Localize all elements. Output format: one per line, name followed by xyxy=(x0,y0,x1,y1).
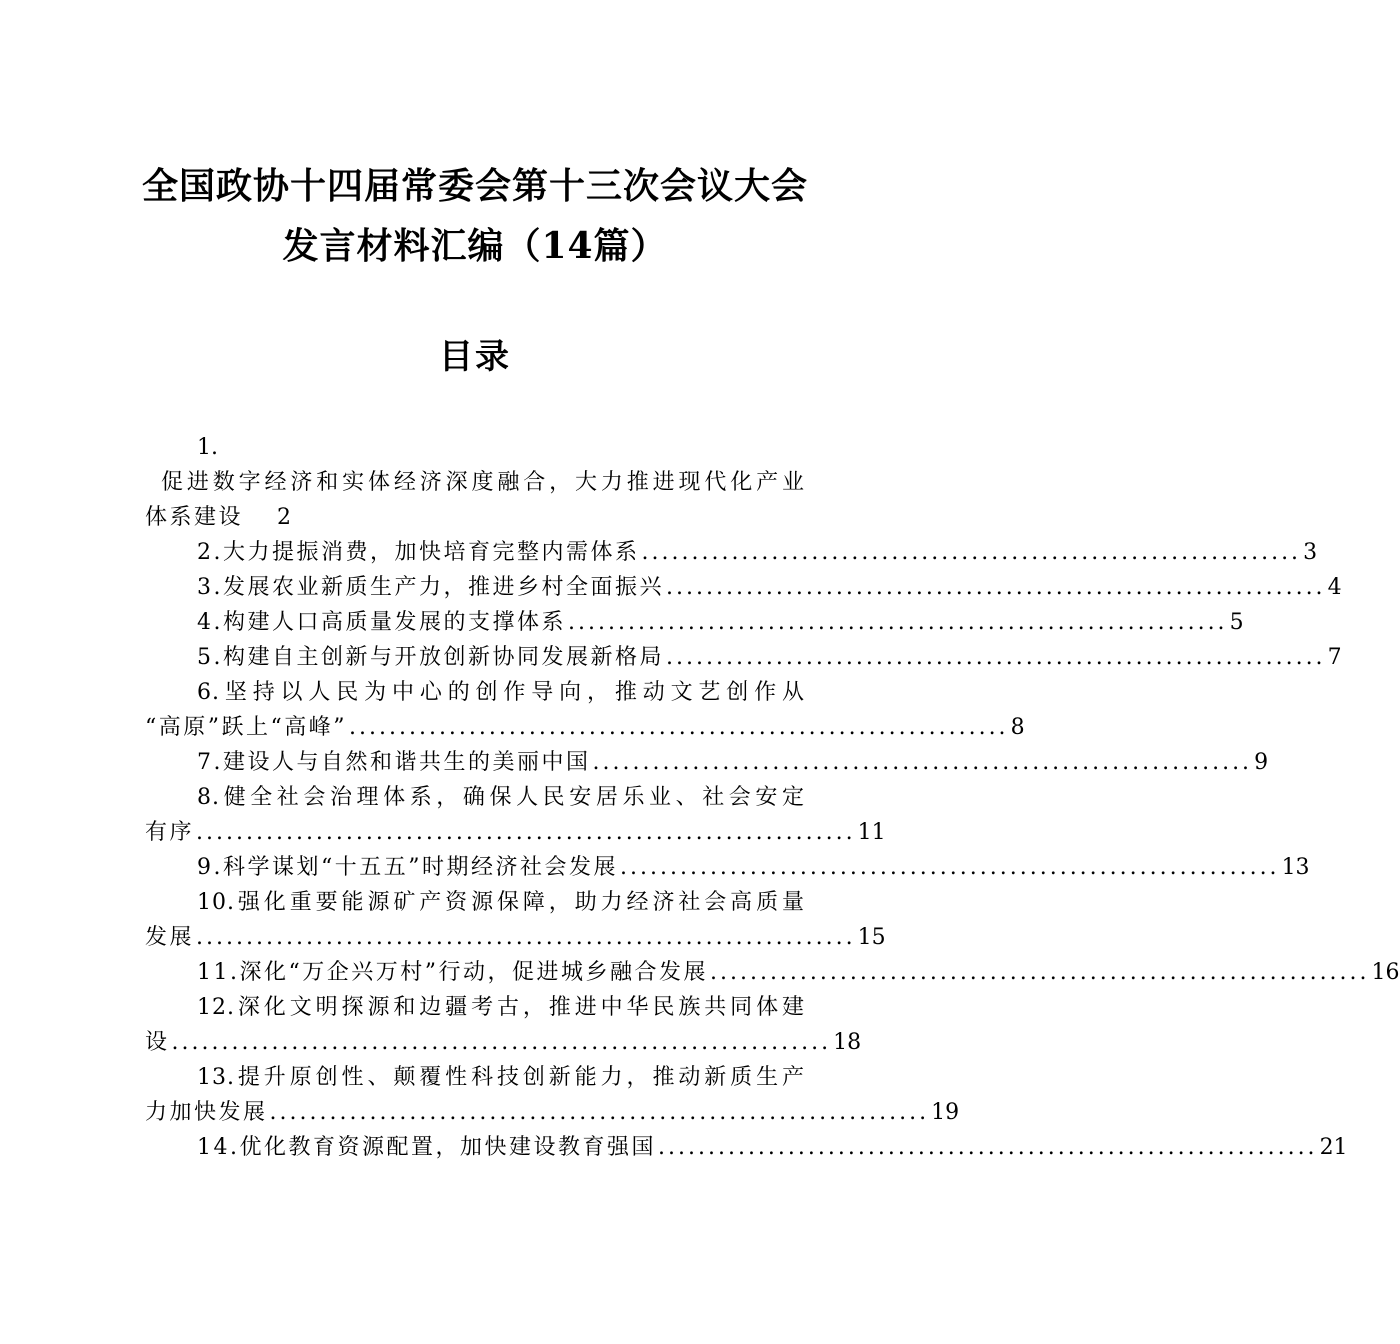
toc-item-number: 1. xyxy=(197,435,218,460)
toc-leader-dots: .................................................................. xyxy=(666,575,1326,600)
toc-item-page: 11 xyxy=(857,820,886,845)
toc-item-4[interactable] xyxy=(145,605,1244,640)
toc-item-9[interactable] xyxy=(145,850,1310,885)
toc-item-page: 5 xyxy=(1229,610,1244,635)
toc-item-8-line-1[interactable]: 8.健全社会治理体系，确保人民安居乐业、社会安定 xyxy=(197,785,805,810)
toc-item-text: 11.深化“万企兴万村”行动，促进城乡融合发展 xyxy=(197,960,708,985)
toc-item-page: 7 xyxy=(1327,645,1342,670)
toc-item-text: 2.大力提振消费，加快培育完整内需体系 xyxy=(197,540,640,565)
toc-item-3[interactable] xyxy=(145,570,1342,605)
toc-item-14[interactable] xyxy=(145,1130,1348,1165)
toc-item-10-line-1[interactable]: 10.强化重要能源矿产资源保障，助力经济社会高质量 xyxy=(197,890,805,915)
toc-item-text: 有序 xyxy=(145,820,195,845)
toc-item-10-line-2[interactable] xyxy=(145,920,886,955)
toc-item-text: 体系建设 xyxy=(145,505,244,530)
toc-item-1-line-2[interactable] xyxy=(145,500,805,535)
toc-item-page: 8 xyxy=(1010,715,1025,740)
toc-leader-dots: .................................................................. xyxy=(196,925,856,950)
toc-item-5[interactable] xyxy=(145,640,1342,675)
toc-item-1-number[interactable] xyxy=(145,430,805,465)
toc-item-11[interactable] xyxy=(145,955,1400,990)
toc-item-12-line-2[interactable] xyxy=(145,1025,862,1060)
toc-item-page: 18 xyxy=(833,1030,862,1055)
toc-item-page: 4 xyxy=(1327,575,1342,600)
toc-item-7[interactable] xyxy=(145,745,1269,780)
toc-item-text: 14.优化教育资源配置，加快建设教育强国 xyxy=(197,1135,656,1160)
toc-item-12-line-1[interactable]: 12.深化文明探源和边疆考古，推进中华民族共同体建 xyxy=(197,995,805,1020)
toc-item-13-line-1[interactable]: 13.提升原创性、颠覆性科技创新能力，推动新质生产 xyxy=(197,1065,805,1090)
toc-item-text: 力加快发展 xyxy=(145,1100,268,1125)
toc-item-text: 9.科学谋划“十五五”时期经济社会发展 xyxy=(197,855,618,880)
toc-item-6-line-1[interactable]: 6.坚持以人民为中心的创作导向，推动文艺创作从 xyxy=(197,680,805,705)
toc-item-page: 2 xyxy=(277,505,292,530)
toc-item-text: 7.建设人与自然和谐共生的美丽中国 xyxy=(197,750,591,775)
document-title-line-1: 全国政协十四届常委会第十三次会议大会 xyxy=(141,165,808,207)
toc-item-13-line-2[interactable] xyxy=(145,1095,960,1130)
toc-leader-dots: .................................................................. xyxy=(171,1030,832,1055)
toc-item-text: 3.发展农业新质生产力，推进乡村全面振兴 xyxy=(197,575,664,600)
toc-item-page: 3 xyxy=(1303,540,1318,565)
toc-item-page: 21 xyxy=(1319,1135,1348,1160)
toc-item-text: 4.构建人口高质量发展的支撑体系 xyxy=(197,610,566,635)
toc-item-text: 发展 xyxy=(145,925,195,950)
toc-item-page: 13 xyxy=(1281,855,1310,880)
toc-leader-dots: .................................................................. xyxy=(349,715,1009,740)
document-title-line-2: 发言材料汇编（14篇） xyxy=(282,225,668,267)
toc-item-text: 设 xyxy=(145,1030,170,1055)
toc-leader-dots: .................................................................. xyxy=(269,1100,930,1125)
toc-item-2[interactable] xyxy=(145,535,1318,570)
toc-leader-dots: .................................................................. xyxy=(709,960,1370,985)
toc-item-page: 15 xyxy=(857,925,886,950)
toc-item-text: 5.构建自主创新与开放创新协同发展新格局 xyxy=(197,645,664,670)
toc-leader-dots: .................................................................. xyxy=(658,1135,1318,1160)
toc-item-page: 19 xyxy=(931,1100,960,1125)
toc-item-1-line-1[interactable]: 促进数字经济和实体经济深度融合，大力推进现代化产业 xyxy=(161,470,805,495)
toc-leader-dots: .................................................................. xyxy=(666,645,1326,670)
toc-leader-dots: .................................................................. xyxy=(568,610,1228,635)
toc-leader-dots: .................................................................. xyxy=(641,540,1302,565)
toc-item-6-line-2[interactable] xyxy=(145,710,1025,745)
toc-item-8-line-2[interactable] xyxy=(145,815,886,850)
toc-item-page: 9 xyxy=(1254,750,1269,775)
toc-item-text: “高原”跃上“高峰” xyxy=(145,715,347,740)
toc-leader-dots: .................................................................. xyxy=(196,820,856,845)
toc-item-page: 16 xyxy=(1371,960,1400,985)
toc-leader-dots: .................................................................. xyxy=(592,750,1253,775)
toc-heading: 目录 xyxy=(439,337,511,377)
toc-leader-dots: .................................................................. xyxy=(620,855,1280,880)
